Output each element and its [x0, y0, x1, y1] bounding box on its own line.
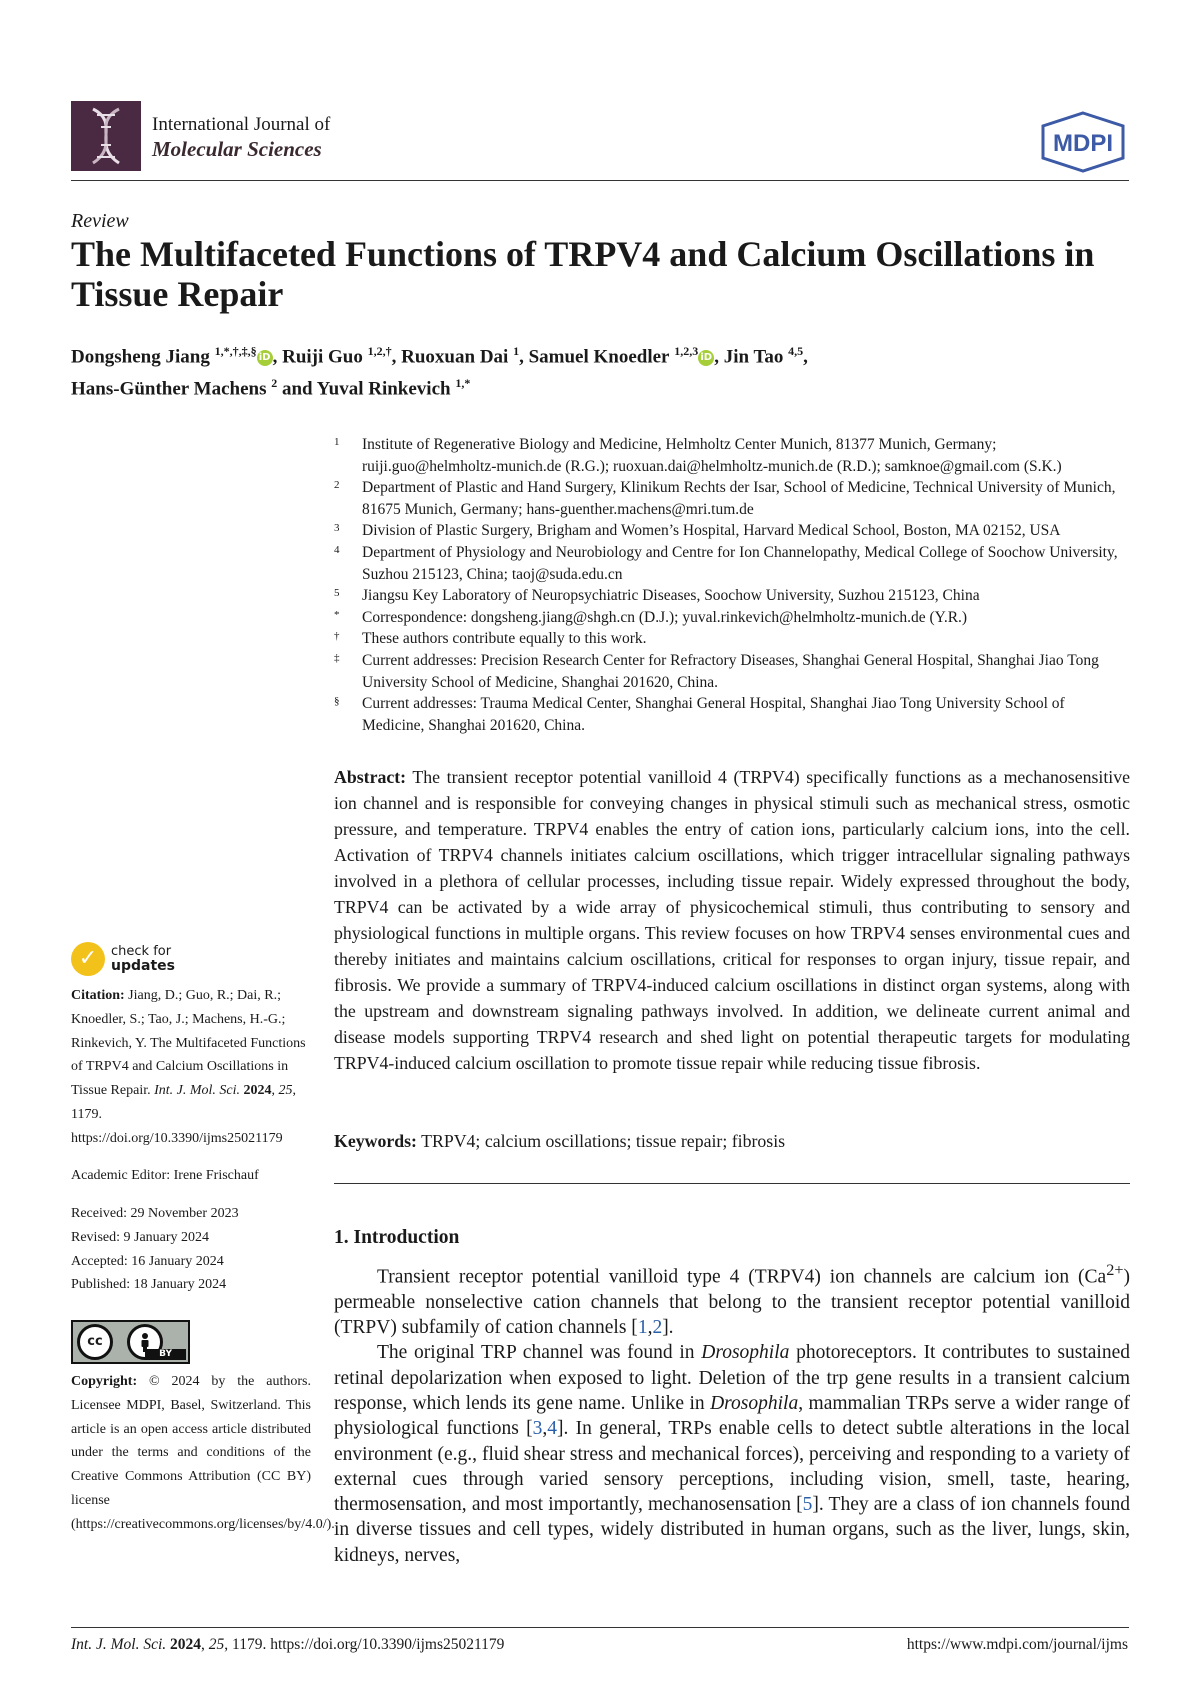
text-run: photoreceptors. It contributes to sustained retinal depolarization when exposed to light. Deletion of the trp gene results in a transient calcium response, which lends its gene name. Unlike in — [334, 1342, 1130, 1414]
affiliation-text: Current addresses: Trauma Medical Center, Shanghai General Hospital, Shanghai Jiao Tong University School of Medicine, Shanghai 201620, China. — [362, 695, 1065, 734]
author-affiliation-marks: 1,*,†,‡,§ — [214, 344, 257, 358]
affiliation-item — [334, 693, 1130, 736]
citation-link[interactable]: 2 — [652, 1317, 663, 1339]
affiliation-item — [334, 434, 1130, 477]
affiliation-item — [334, 477, 1130, 520]
affiliation-item — [334, 650, 1130, 693]
footer-divider — [71, 1627, 1129, 1628]
copyright-text: © 2024 by the authors. Licensee MDPI, Basel, Switzerland. This article is an open access article distributed under the terms and conditions of the Creative Commons Attribution (CC BY) license (https://creativecommons.org/licenses/by/4.0/). — [71, 1374, 335, 1532]
citation-block: Citation: Jiang, D.; Guo, R.; Dai, R.; Knoedler, S.; Tao, J.; Machens, H.-G.; Rinkevich, Y. The Multifaceted Functions of TRPV4 and Calcium Oscillations in Tissue Repair. Int. J. Mol. Sci. 2024, 25, 1179. https://doi.org/10.3390/ijms25021179 — [71, 988, 306, 1146]
journal-name — [152, 112, 330, 162]
superscript: 2+ — [1106, 1261, 1124, 1279]
footer-journal: Int. J. Mol. Sci. — [71, 1636, 167, 1653]
author-affiliation-marks: 1 — [513, 344, 520, 358]
introduction-body — [334, 1258, 1130, 1568]
author-name: Samuel Knoedler — [528, 346, 670, 368]
affiliation-mark: † — [334, 630, 340, 643]
text-run: ]. They are a class of ion channels found in diverse tissues and cell types, widely distributed in human organs, such as the liver, lungs, skin, kidneys, nerves, — [334, 1494, 1130, 1566]
journal-name-line1: International Journal of — [152, 114, 331, 135]
abstract-text: The transient receptor potential vanilloid 4 (TRPV4) specifically functions as a mechanosensitive ion channel and is responsible for conveying changes in physical stimuli such as mechanical stress, osmotic pressure, and temperature. TRPV4 enables the entry of cation ions, particularly calcium ions, into the cell. Activation of TRPV4 channels initiates calcium oscillations, which trigger intracellular signaling pathways involved in a plethora of cellular processes, including tissue repair. Widely expressed throughout the body, TRPV4 can be activated by a wide array of physicochemical stimuli, thus contributing to sensory and physiological functions in multiple organs. This review focuses on how TRPV4 senses environmental cues and thereby initiates and maintains calcium oscillations, critical for responses to organ injury, tissue repair, and fibrosis. We provide a summary of TRPV4-induced calcium oscillations in distinct organ systems, along with the upstream and downstream signaling pathways involved. In addition, we delineate current animal and disease models supporting TRPV4 research and shed light on potential therapeutic targets for modulating TRPV4-induced calcium oscillation to promote tissue repair while reducing tissue fibrosis. — [334, 767, 1130, 1073]
author-name: Hans-Günther Machens — [71, 378, 267, 400]
article-title: The Multifaceted Functions of TRPV4 and Calcium Oscillations in Tissue Repair — [71, 234, 1095, 314]
citation-volume: 25 — [278, 1083, 293, 1099]
abstract-label: Abstract: — [334, 767, 407, 787]
affiliation-mark: 3 — [334, 522, 340, 535]
affiliation-mark: 4 — [334, 543, 340, 556]
orcid-icon[interactable]: iD — [257, 350, 273, 366]
text-run: Transient receptor potential vanilloid type 4 (TRPV4) ion channels are calcium ion (Ca — [377, 1266, 1107, 1288]
affiliation-mark: * — [334, 608, 340, 621]
publication-dates — [71, 1202, 311, 1297]
creative-commons-icon: cc — [77, 1324, 113, 1360]
keywords-text: TRPV4; calcium oscillations; tissue repair; fibrosis — [421, 1131, 786, 1151]
author-name: Ruoxuan Dai — [401, 346, 509, 368]
text-run: , — [647, 1317, 653, 1339]
affiliation-text: Institute of Regenerative Biology and Medicine, Helmholtz Center Munich, 81377 Munich, Germany; ruiji.guo@helmholtz-munich.de (R.G.); ruoxuan.dai@helmholtz-munich.de (R.D.); samknoe@gmail.com (S.K.) — [362, 436, 1062, 475]
affiliation-text: Division of Plastic Surgery, Brigham and Women’s Hospital, Harvard Medical School, Boston, MA 02152, USA — [362, 522, 1061, 540]
citation-text: Jiang, D.; Guo, R.; Dai, R.; Knoedler, S.; Tao, J.; Machens, H.-G.; Rinkevich, Y. The Multifaceted Functions of TRPV4 and Calcium Oscillations in Tissue Repair. — [71, 988, 306, 1099]
check-updates-line2: updates — [111, 958, 175, 974]
intro-paragraph-1 — [334, 1258, 1130, 1340]
footer-year: 2024 — [170, 1636, 202, 1653]
affiliation-text: Department of Plastic and Hand Surgery, Klinikum Rechts der Isar, School of Medicine, Technical University of Munich, 81675 Munich, Germany; hans-guenther.machens@mri.tum.de — [362, 479, 1116, 518]
check-for-updates-button[interactable] — [71, 942, 175, 976]
header-divider — [71, 180, 1129, 181]
author-name: Dongsheng Jiang — [71, 346, 210, 368]
italic-term: Drosophila — [701, 1342, 790, 1364]
footer-volume: 25 — [208, 1636, 225, 1653]
text-run: , — [542, 1418, 548, 1440]
text-run: The original TRP channel was found in — [377, 1342, 702, 1364]
published-date: Published: 18 January 2024 — [71, 1277, 227, 1293]
checkmark-icon: ✓ — [71, 942, 105, 976]
citation-link[interactable]: 4 — [547, 1418, 558, 1440]
author-name: Jin Tao — [723, 346, 784, 368]
author-separator: , — [391, 346, 402, 368]
citation-year: 2024 — [243, 1083, 272, 1099]
affiliation-item — [334, 628, 1130, 650]
cc-by-license-badge[interactable] — [71, 1320, 190, 1364]
affiliation-mark: § — [334, 695, 340, 708]
affiliation-text: Correspondence: dongsheng.jiang@shgh.cn (D.J.); yuval.rinkevich@helmholtz-munich.de (Y.R.) — [362, 608, 968, 626]
author-affiliation-marks: 4,5 — [788, 344, 804, 358]
author-affiliation-marks: 2 — [271, 376, 278, 391]
author-name: Ruiji Guo — [282, 346, 363, 368]
affiliation-text: Department of Physiology and Neurobiology and Centre for Ion Channelopathy, Medical College of Soochow University, Suzhou 215123, China; taoj@suda.edu.cn — [362, 543, 1118, 583]
author-affiliation-marks: 1,* — [455, 376, 471, 391]
mdpi-logo — [1038, 110, 1128, 174]
citation-label: Citation: — [71, 988, 125, 1003]
citation-doi: , 1179. https://doi.org/10.3390/ijms25021179 — [71, 1083, 297, 1146]
author-list — [71, 338, 1131, 403]
received-date: Received: 29 November 2023 — [71, 1206, 239, 1221]
text-run: , mammalian TRPs serve a wider range of physiological functions [ — [334, 1392, 1131, 1440]
keywords — [334, 1128, 1130, 1154]
italic-term: Drosophila — [710, 1392, 799, 1414]
citation-journal: Int. J. Mol. Sci. — [154, 1083, 241, 1099]
citation-link[interactable]: 3 — [532, 1418, 543, 1440]
journal-name-line2: Molecular Sciences — [152, 137, 322, 161]
affiliation-text: Current addresses: Precision Research Center for Refractory Diseases, Shanghai General Hospital, Shanghai Jiao Tong University School of Medicine, Shanghai 201620, China. — [362, 651, 1099, 691]
text-run: ]. In general, TRPs enable cells to detect subtle alterations in the local environment (e.g., fluid shear stress and mechanical forces), perceiving and responding to a variety of external cues through varied sensory perceptions, including vision, smell, taste, hearing, thermosensation, and most importantly, mechanosensation [ — [334, 1418, 1130, 1516]
orcid-icon[interactable]: iD — [698, 350, 714, 366]
text-run: ) permeable nonselective cation channels that belong to the transient receptor potential vanilloid (TRPV) subfamily of cation channels [ — [334, 1266, 1130, 1339]
text-run: ]. — [662, 1317, 674, 1339]
keywords-label: Keywords: — [334, 1131, 417, 1151]
author-separator: , — [272, 346, 283, 368]
author-name: Yuval Rinkevich — [316, 378, 451, 400]
affiliation-mark: 1 — [334, 436, 340, 448]
mdpi-logo-text: MDPI — [1053, 130, 1113, 157]
affiliation-item — [334, 607, 1130, 629]
copyright-label: Copyright: — [71, 1374, 138, 1389]
cc-by-label: BY — [145, 1349, 186, 1360]
journal-logo — [71, 101, 141, 171]
abstract-divider — [334, 1183, 1130, 1184]
copyright-notice — [71, 1370, 335, 1537]
footer-citation: Int. J. Mol. Sci. 2024, 25, 1179. https://doi.org/10.3390/ijms25021179 — [71, 1636, 505, 1653]
article-type: Review — [71, 210, 129, 232]
author-separator: , — [803, 346, 808, 368]
affiliation-mark: 5 — [334, 587, 340, 600]
affiliation-text: Jiangsu Key Laboratory of Neuropsychiatric Diseases, Soochow University, Suzhou 215123, China — [362, 587, 980, 605]
affiliation-item — [334, 585, 1130, 607]
affiliations — [334, 434, 1130, 736]
author-separator: , — [519, 346, 529, 368]
check-updates-label — [111, 944, 175, 974]
section-heading-introduction: 1. Introduction — [334, 1227, 460, 1248]
author-separator: , — [714, 346, 724, 368]
dna-helix-icon — [71, 101, 141, 171]
academic-editor: Academic Editor: Irene Frischauf — [71, 1168, 259, 1183]
author-affiliation-marks: 1,2,3 — [674, 344, 699, 358]
affiliation-item — [334, 542, 1130, 585]
abstract — [334, 764, 1130, 1076]
citation-link[interactable]: 1 — [637, 1317, 648, 1339]
journal-url-link[interactable]: https://www.mdpi.com/journal/ijms — [906, 1636, 1128, 1653]
citation-link[interactable]: 5 — [802, 1494, 813, 1516]
check-updates-line1: check for — [111, 944, 172, 959]
affiliation-mark: ‡ — [334, 651, 340, 664]
author-affiliation-marks: 1,2,† — [367, 344, 392, 358]
affiliation-text: These authors contribute equally to this work. — [362, 630, 647, 648]
revised-date: Revised: 9 January 2024 — [71, 1229, 210, 1245]
affiliation-item — [334, 520, 1130, 542]
author-separator: and — [277, 378, 317, 400]
footer-doi: , 1179. https://doi.org/10.3390/ijms25021179 — [224, 1636, 505, 1653]
affiliation-mark: 2 — [334, 479, 340, 492]
accepted-date: Accepted: 16 January 2024 — [71, 1253, 224, 1269]
intro-paragraph-2 — [334, 1340, 1130, 1568]
